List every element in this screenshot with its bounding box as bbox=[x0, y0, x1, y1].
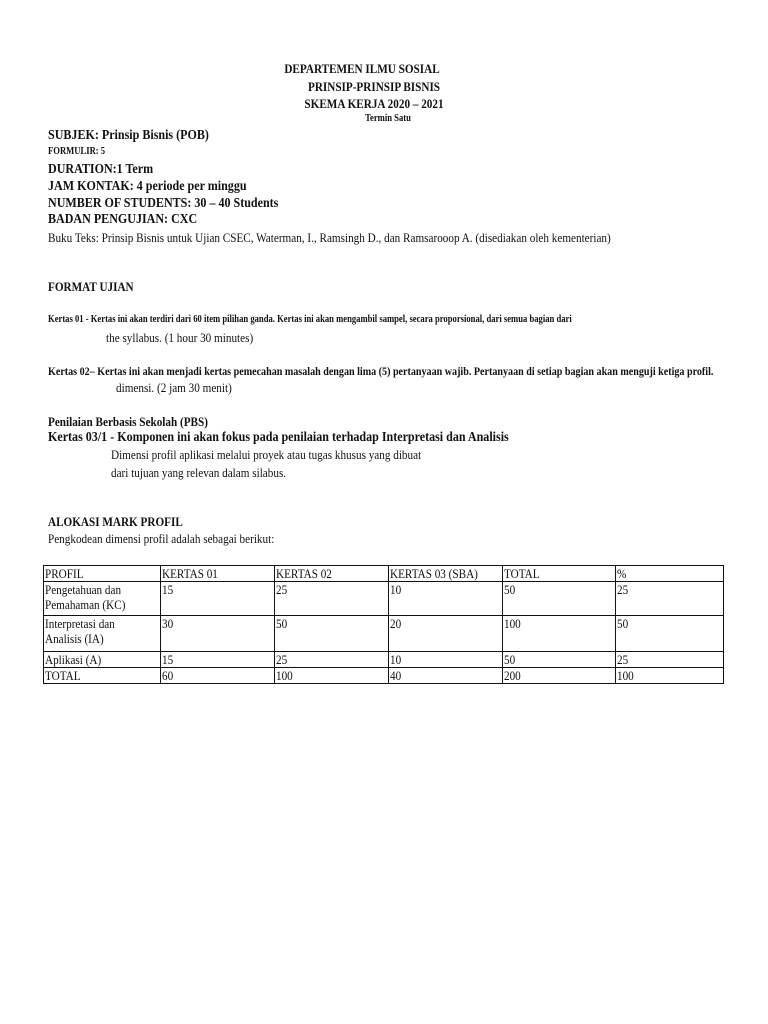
table-cell: 10 bbox=[388, 652, 502, 668]
profile-mark-table bbox=[43, 565, 724, 684]
paper03-line3: dari tujuan yang relevan dalam silabus. bbox=[111, 465, 287, 480]
table-cell: 50 bbox=[502, 652, 616, 668]
table-cell: 15 bbox=[160, 582, 274, 616]
table-cell: 30 bbox=[160, 616, 274, 652]
table-cell: 25 bbox=[274, 652, 388, 668]
students-line: NUMBER OF STUDENTS: 30 – 40 Students bbox=[48, 196, 279, 211]
paper01-line2: the syllabus. (1 hour 30 minutes) bbox=[106, 330, 254, 345]
allocation-heading: ALOKASI MARK PROFIL bbox=[48, 514, 183, 529]
table-cell: 60 bbox=[160, 668, 274, 684]
table-cell: 10 bbox=[388, 582, 502, 616]
table-cell: 100 bbox=[274, 668, 388, 684]
table-cell: 40 bbox=[388, 668, 502, 684]
department-title: DEPARTEMEN ILMU SOSIAL bbox=[284, 61, 440, 76]
table-header-cell: TOTAL bbox=[502, 566, 616, 582]
scheme-title: SKEMA KERJA 2020 – 2021 bbox=[304, 96, 444, 111]
subject-title: PRINSIP-PRINSIP BISNIS bbox=[307, 79, 441, 94]
table-cell: 15 bbox=[160, 652, 274, 668]
table-header-cell: PROFIL bbox=[44, 566, 161, 582]
sba-heading: Penilaian Berbasis Sekolah (PBS) bbox=[48, 414, 208, 429]
subject-line: SUBJEK: Prinsip Bisnis (POB) bbox=[48, 128, 209, 143]
table-cell: 20 bbox=[388, 616, 502, 652]
table-cell: 25 bbox=[274, 582, 388, 616]
paper02-line1: Kertas 02– Kertas ini akan menjadi kertas pemecahan masalah dengan lima (5) pertanyaan wajib. Pertanyaan di setiap bagian akan menguji ketiga profil. bbox=[48, 364, 714, 378]
format-heading: FORMAT UJIAN bbox=[48, 279, 134, 294]
term-label: Termin Satu bbox=[365, 113, 411, 124]
table-row bbox=[44, 582, 724, 616]
table-cell: TOTAL bbox=[44, 668, 161, 684]
table-cell: Aplikasi (A) bbox=[44, 652, 161, 668]
table-row bbox=[44, 616, 724, 652]
table-cell: 50 bbox=[502, 582, 616, 616]
table-header-cell: KERTAS 01 bbox=[160, 566, 274, 582]
table-header-row bbox=[44, 566, 724, 582]
table-cell: 100 bbox=[616, 668, 724, 684]
textbook-line: Buku Teks: Prinsip Bisnis untuk Ujian CSEC, Waterman, I., Ramsingh D., dan Ramsarooop A. (disediakan oleh kementerian) bbox=[48, 230, 611, 245]
table-cell: 25 bbox=[616, 652, 724, 668]
table-header-cell: KERTAS 03 (SBA) bbox=[388, 566, 502, 582]
table-cell: 25 bbox=[616, 582, 724, 616]
table-cell: 100 bbox=[502, 616, 616, 652]
duration-line: DURATION:1 Term bbox=[48, 162, 154, 177]
exam-body-line: BADAN PENGUJIAN: CXC bbox=[48, 212, 198, 227]
table-cell: Interpretasi dan Analisis (IA) bbox=[44, 616, 161, 652]
table-header-cell: % bbox=[616, 566, 724, 582]
form-line: FORMULIR: 5 bbox=[48, 146, 106, 157]
paper01-line1: Kertas 01 - Kertas ini akan terdiri dari 60 item pilihan ganda. Kertas ini akan mengambil sampel, secara proporsional, dari semua bagian dari bbox=[48, 314, 572, 325]
table-cell: 200 bbox=[502, 668, 616, 684]
table-row bbox=[44, 652, 724, 668]
table-header-cell: KERTAS 02 bbox=[274, 566, 388, 582]
table-cell: Pengetahuan dan Pemahaman (KC) bbox=[44, 582, 161, 616]
table-cell: 50 bbox=[274, 616, 388, 652]
paper03-line1: Kertas 03/1 - Komponen ini akan fokus pada penilaian terhadap Interpretasi dan Analisis bbox=[48, 430, 509, 445]
table-total-row bbox=[44, 668, 724, 684]
table-cell: 50 bbox=[616, 616, 724, 652]
allocation-intro: Pengkodean dimensi profil adalah sebagai berikut: bbox=[48, 531, 275, 546]
paper02-line2: dimensi. (2 jam 30 menit) bbox=[116, 380, 232, 395]
contact-hours-line: JAM KONTAK: 4 periode per minggu bbox=[48, 179, 247, 194]
paper03-line2: Dimensi profil aplikasi melalui proyek atau tugas khusus yang dibuat bbox=[111, 447, 422, 462]
